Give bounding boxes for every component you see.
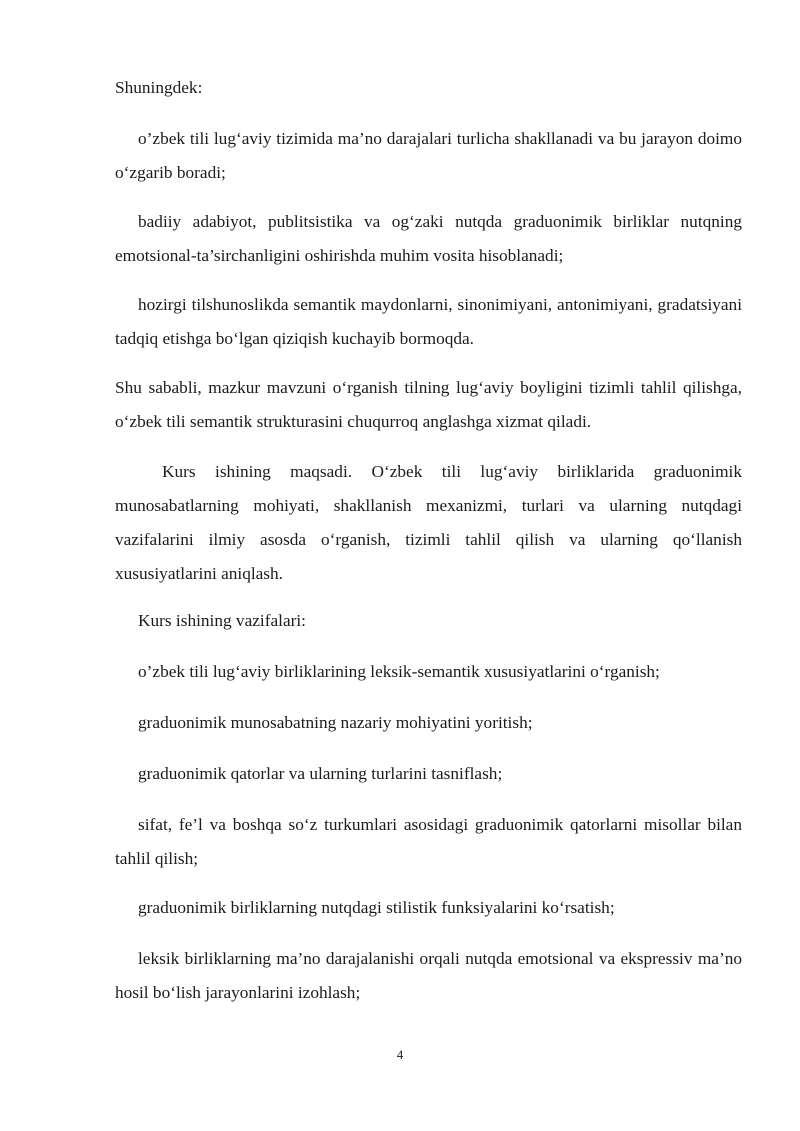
paragraph-1: o’zbek tili lug‘aviy tizimida ma’no darajalari turlicha shakllanadi va bu jarayon doimo o‘zgarib boradi;	[115, 129, 742, 182]
tasks-heading: Kurs ishining vazifalari:	[138, 611, 306, 630]
task-item-3: graduonimik qatorlar va ularning turlarini tasniflash;	[138, 764, 503, 783]
paragraph-4: Shu sababli, mazkur mavzuni o‘rganish tilning lug‘aviy boyligini tizimli tahlil qilishga, o‘zbek tili semantik strukturasini chuqurroq anglashga xizmat qiladi.	[115, 378, 742, 431]
paragraph-3: hozirgi tilshunoslikda semantik maydonlarni, sinonimiyani, antonimiyani, gradatsiyani tadqiq etishga bo‘lgan qiziqish kuchayib bormoqda.	[115, 295, 742, 348]
goal-paragraph: Kurs ishining maqsadi. O‘zbek tili lug‘aviy birliklarida graduonimik munosabatlarning mohiyati, shakllanish mexanizmi, turlari va ularning nutqdagi vazifalarini ilmiy asosda o‘rganish, tizimli tahlil qilish va ularning qo‘llanish xususiyatlarini aniqlash.	[115, 462, 742, 583]
task-item-1: o’zbek tili lug‘aviy birliklarining leksik-semantik xususiyatlarini o‘rganish;	[138, 662, 660, 681]
page-number: 4	[396, 1047, 404, 1062]
task-item-6: leksik birliklarning ma’no darajalanishi orqali nutqda emotsional va ekspressiv ma’no hosil bo‘lish jarayonlarini izohlash;	[115, 949, 742, 1002]
task-item-2: graduonimik munosabatning nazariy mohiyatini yoritish;	[138, 713, 533, 732]
task-item-4: sifat, fe’l va boshqa so‘z turkumlari asosidagi graduonimik qatorlarni misollar bilan tahlil qilish;	[115, 815, 742, 868]
task-item-5: graduonimik birliklarning nutqdagi stilistik funksiyalarini ko‘rsatish;	[138, 898, 615, 917]
intro-heading: Shuningdek:	[115, 78, 203, 97]
paragraph-2: badiiy adabiyot, publitsistika va og‘zaki nutqda graduonimik birliklar nutqning emotsional-ta’sirchanligini oshirishda muhim vosita hisoblanadi;	[115, 212, 742, 265]
